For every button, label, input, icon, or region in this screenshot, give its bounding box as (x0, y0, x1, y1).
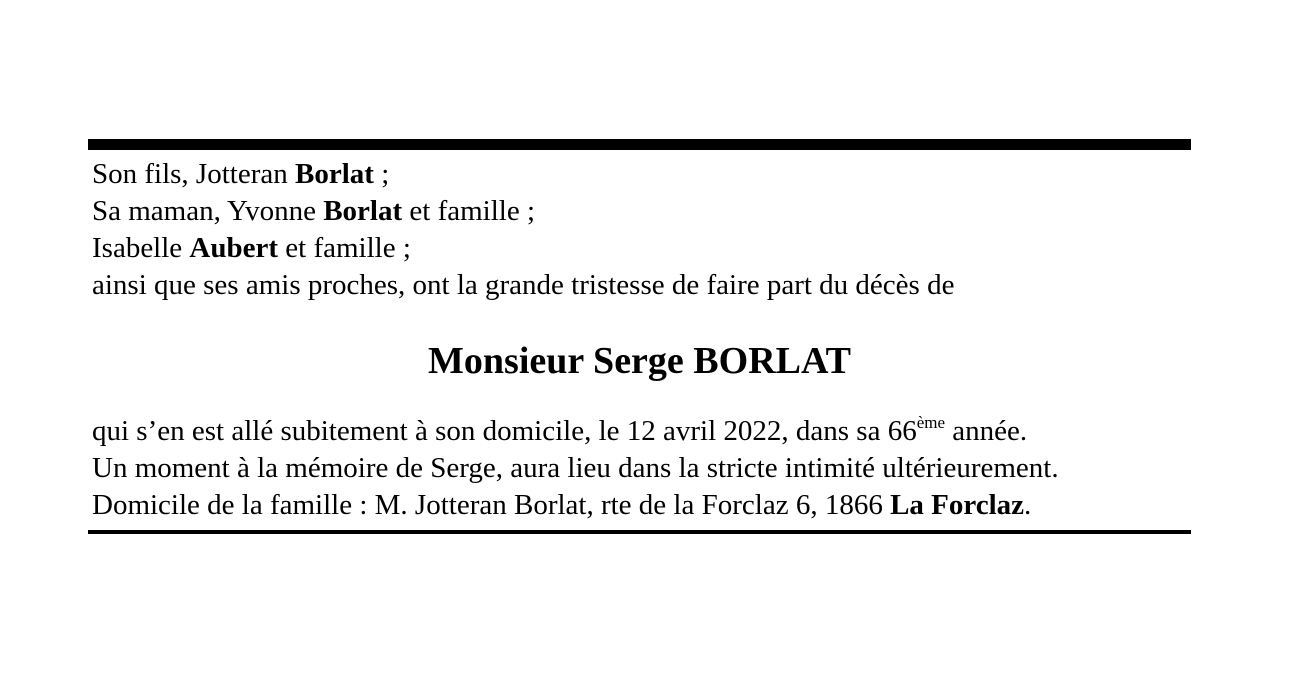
details-block (88, 413, 1191, 524)
death-notice (88, 139, 1191, 534)
intro-line-announcement: ainsi que ses amis proches, ont la grande tristesse de faire part du décès de (92, 269, 955, 301)
surname-bold: Borlat (295, 158, 374, 190)
top-rule (88, 139, 1191, 150)
deceased-name-heading: Monsieur Serge BORLAT (428, 340, 851, 382)
details-line-date: qui s’en est allé subitement à son domicile, le 12 avril 2022, dans sa 66ème année. (92, 413, 1028, 447)
surname-bold: Borlat (323, 195, 403, 227)
surname-bold: Aubert (189, 232, 279, 264)
bottom-rule (88, 530, 1191, 534)
details-line-memorial: Un moment à la mémoire de Serge, aura lieu dans la stricte intimité ultérieurement. (92, 452, 1059, 484)
intro-line-son: Son fils, Jotteran Borlat ; (92, 158, 390, 190)
locality-bold: La Forclaz (890, 489, 1025, 521)
details-line-address: Domicile de la famille : M. Jotteran Borlat, rte de la Forclaz 6, 1866 La Forclaz. (92, 489, 1032, 521)
intro-line-isabelle: Isabelle Aubert et famille ; (92, 232, 411, 264)
intro-block (88, 156, 1191, 304)
ordinal-superscript: ème (916, 413, 946, 432)
intro-line-mother: Sa maman, Yvonne Borlat et famille ; (92, 195, 536, 227)
